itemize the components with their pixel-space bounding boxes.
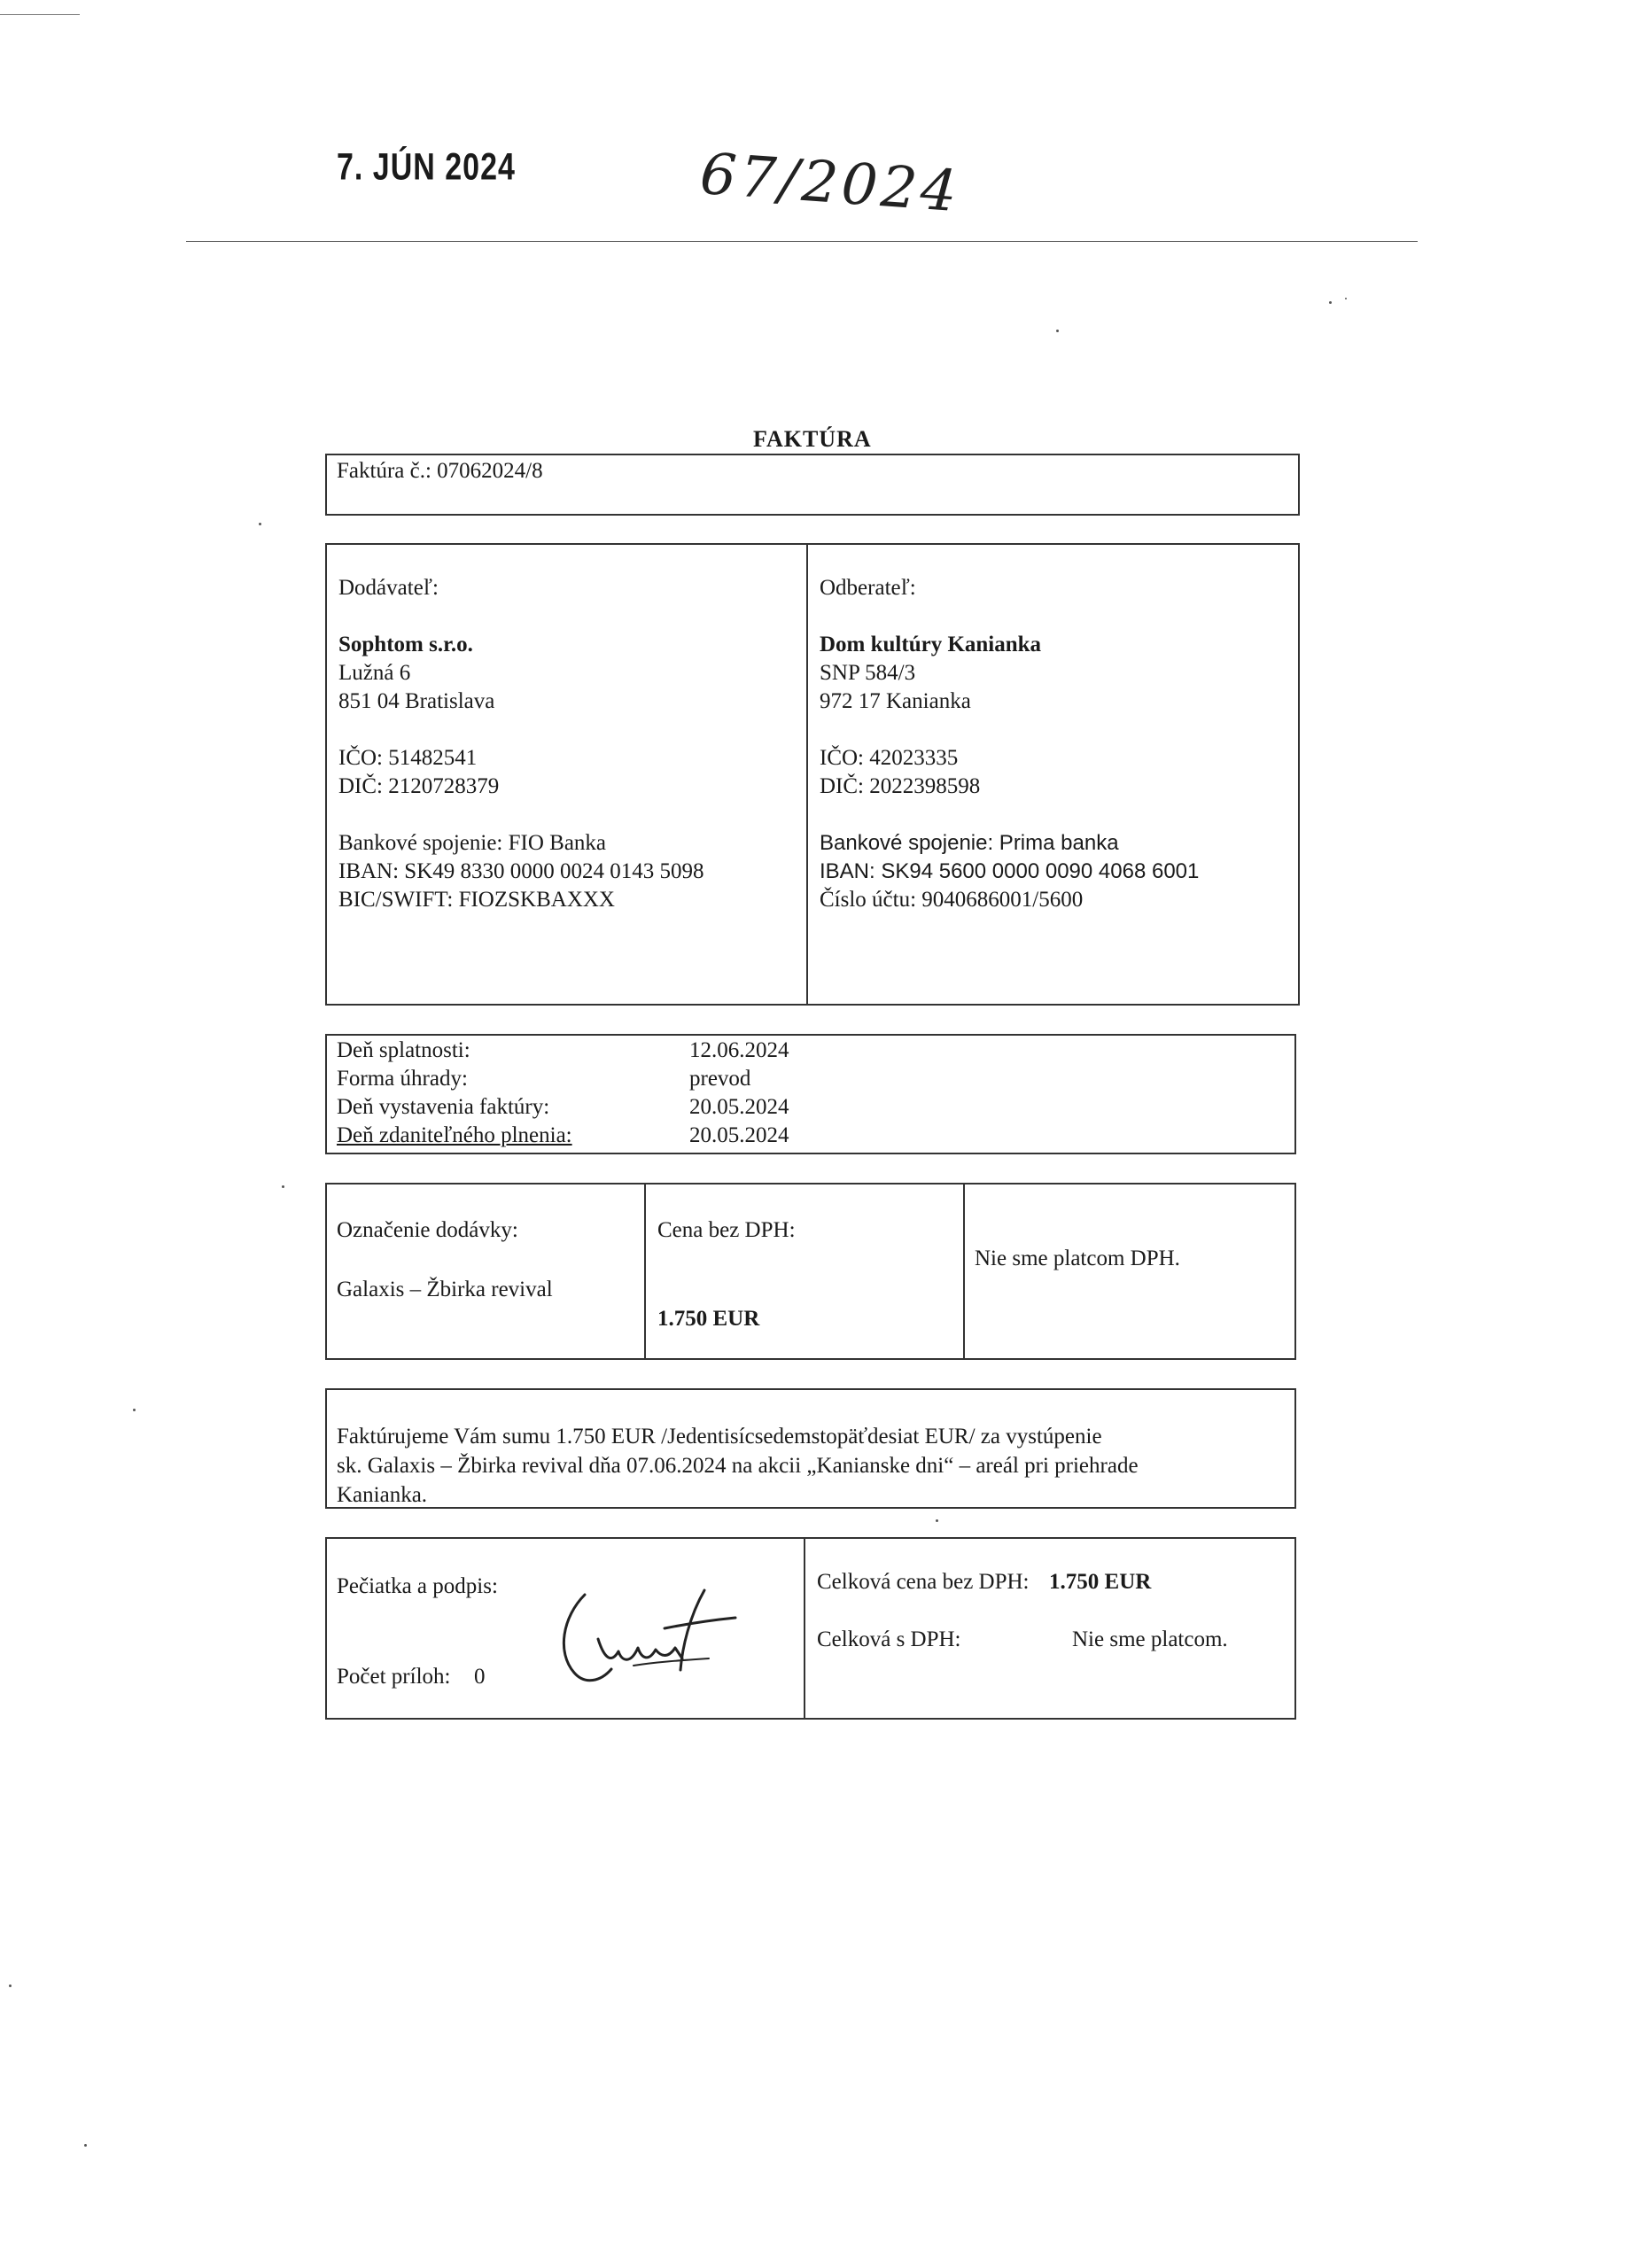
supplier-street: Lužná 6 xyxy=(338,661,411,685)
customer-name: Dom kultúry Kanianka xyxy=(820,633,1042,656)
scan-speck xyxy=(1329,301,1332,304)
customer-street: SNP 584/3 xyxy=(820,661,916,685)
handwritten-signature xyxy=(549,1577,753,1701)
attachments-value: 0 xyxy=(473,1665,486,1689)
customer-ico: IČO: 42023335 xyxy=(820,746,959,770)
invoice-number xyxy=(337,457,543,485)
delivery-divider-1 xyxy=(644,1183,646,1360)
customer-bank: Bankové spojenie: Prima banka xyxy=(820,831,1119,855)
customer-account: Číslo účtu: 9040686001/5600 xyxy=(820,888,1084,912)
total-with-vat-label: Celková s DPH: xyxy=(817,1627,961,1651)
customer-city: 972 17 Kanianka xyxy=(820,689,971,713)
supplier-iban: IBAN: SK49 8330 0000 0024 0143 5098 xyxy=(338,859,704,883)
supplier-name: Sophtom s.r.o. xyxy=(338,633,473,656)
description-text xyxy=(337,1422,1139,1510)
supplier-ico: IČO: 51482541 xyxy=(338,746,478,770)
invoice-title: FAKTÚRA xyxy=(753,426,872,452)
corner-mark xyxy=(0,14,80,15)
handwritten-registration-number: 67/2024 xyxy=(697,141,963,226)
customer-iban: IBAN: SK94 5600 0000 0090 4068 6001 xyxy=(820,859,1200,883)
supplier-dic: DIČ: 2120728379 xyxy=(338,774,500,798)
description-line-3: Kanianka. xyxy=(337,1483,428,1507)
scan-speck xyxy=(282,1185,284,1188)
due-date-label: Deň splatnosti: xyxy=(337,1038,470,1062)
scan-speck xyxy=(259,523,261,525)
dates-values xyxy=(689,1037,789,1150)
delivery-designation-label: Označenie dodávky: xyxy=(337,1218,518,1242)
attachments xyxy=(337,1663,485,1691)
delivery-designation-value: Galaxis – Žbirka revival xyxy=(337,1278,553,1301)
stamp-signature-label: Pečiatka a podpis: xyxy=(337,1574,498,1598)
payment-method-value: prevod xyxy=(689,1067,751,1091)
price-value: 1.750 EUR xyxy=(657,1307,760,1331)
taxable-date-value: 20.05.2024 xyxy=(689,1123,789,1147)
issue-date-label: Deň vystavenia faktúry: xyxy=(337,1095,550,1119)
issue-date-value: 20.05.2024 xyxy=(689,1095,789,1119)
parties-divider xyxy=(806,543,808,1006)
scan-speck xyxy=(1056,330,1059,332)
header-rule xyxy=(186,241,1418,242)
supplier-city: 851 04 Bratislava xyxy=(338,689,495,713)
supplier-bank: Bankové spojenie: FIO Banka xyxy=(338,831,607,855)
description-line-1: Faktúrujeme Vám sumu 1.750 EUR /Jedentisícsedemstopäťdesiat EUR/ za vystúpenie xyxy=(337,1425,1102,1449)
vat-note: Nie sme platcom DPH. xyxy=(975,1247,1180,1270)
payment-method-label: Forma úhrady: xyxy=(337,1067,468,1091)
scan-speck xyxy=(1345,298,1347,299)
price-label: Cena bez DPH: xyxy=(657,1218,796,1242)
description-line-2: sk. Galaxis – Žbirka revival dňa 07.06.2024 na akcii „Kanianske dni“ – areál pri priehrade xyxy=(337,1454,1139,1478)
dates-labels xyxy=(337,1037,572,1150)
customer-heading: Odberateľ: xyxy=(820,576,916,600)
footer-divider xyxy=(804,1537,805,1720)
total-with-vat-value: Nie sme platcom. xyxy=(1072,1627,1228,1651)
supplier-block xyxy=(338,574,704,914)
customer-dic: DIČ: 2022398598 xyxy=(820,774,981,798)
scan-speck xyxy=(133,1409,136,1411)
taxable-date-label: Deň zdaniteľného plnenia: xyxy=(337,1123,572,1147)
total-without-vat xyxy=(817,1568,1151,1596)
attachments-label: Počet príloh: xyxy=(337,1665,451,1689)
scan-speck xyxy=(84,2144,87,2147)
invoice-number-value: 07062024/8 xyxy=(437,459,543,483)
delivery-divider-2 xyxy=(963,1183,965,1360)
scan-speck xyxy=(936,1519,938,1522)
scan-speck xyxy=(9,1984,12,1987)
total-without-vat-value: 1.750 EUR xyxy=(1049,1570,1152,1594)
total-without-vat-label: Celková cena bez DPH: xyxy=(817,1570,1030,1594)
supplier-heading: Dodávateľ: xyxy=(338,576,439,600)
supplier-bic: BIC/SWIFT: FIOZSKBAXXX xyxy=(338,888,615,912)
customer-block xyxy=(820,574,1199,914)
invoice-number-label: Faktúra č.: xyxy=(337,459,431,483)
due-date-value: 12.06.2024 xyxy=(689,1038,789,1062)
received-date-stamp: 7. JÚN 2024 xyxy=(337,146,516,189)
